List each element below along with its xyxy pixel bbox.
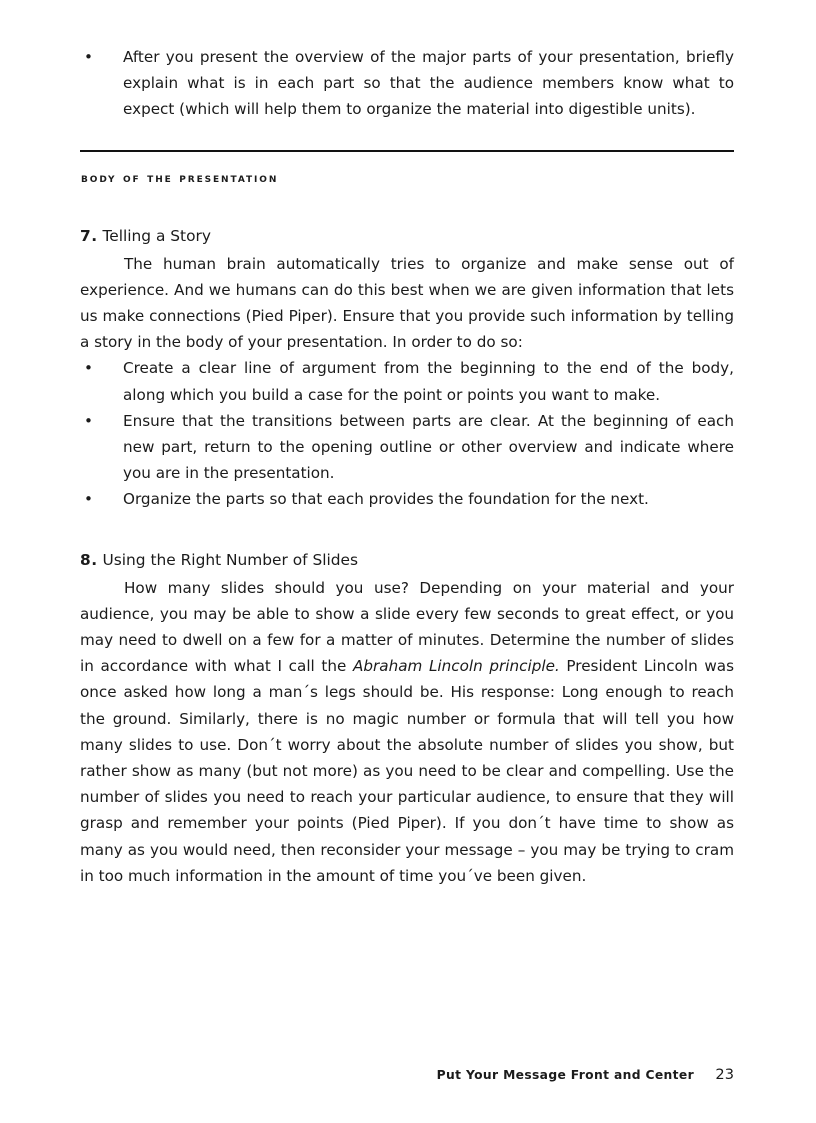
paragraph-8-part-before: How many slides should you use? Depending on your material and your audience, you may be able to show a slide every few seconds to great effect, or you may need to dwell on a few for a matter of minutes. Determine the number of slides in accordance with what I call the — [80, 578, 734, 676]
subsection-title-text: Telling a Story — [102, 226, 211, 245]
list-item-text: Organize the parts so that each provides the foundation for the next. — [123, 490, 649, 509]
page-content — [80, 44, 734, 889]
section-divider — [80, 150, 734, 152]
paragraph-7: The human brain automatically tries to organize and make sense out of experience. And we humans can do this best when we are given information that lets us make connections (Pied Piper). Ensure that you provide such information by telling a story in the body of your presentation. In order to do so: — [80, 254, 734, 352]
section-heading: body of the presentation — [81, 170, 279, 186]
bullet-icon: • — [84, 48, 93, 66]
list-item-text: Create a clear line of argument from the beginning to the end of the body, along which you build a case for the point or points you want to make. — [123, 359, 734, 404]
list-item — [80, 408, 734, 487]
subsection-number: 8. — [80, 550, 98, 569]
page-number: 23 — [715, 1066, 734, 1083]
paragraph-8 — [80, 575, 734, 889]
subsection-heading-7 — [80, 224, 734, 248]
top-bullet-list — [80, 44, 734, 123]
list-item — [80, 355, 734, 407]
subsection-7-bullet-list — [80, 355, 734, 512]
list-item — [80, 486, 734, 512]
bullet-icon: • — [84, 411, 93, 430]
subsection-number: 7. — [80, 226, 98, 245]
subsection-title-text: Using the Right Number of Slides — [102, 550, 359, 569]
page-footer — [80, 1066, 734, 1088]
list-item-text: After you present the overview of the major parts of your presentation, briefly explain what is in each part so that the audience members know what to expect (which will help them to organize the material into digestible units). — [123, 48, 734, 119]
paragraph-8-part-after: President Lincoln was once asked how long a man´s legs should be. His response: Long enough to reach the ground. Similarly, there is no magic number or formula that will tell you how many slides to use. Don´t worry about the absolute number of slides you show, but rather show as many (but not more) as you need to be clear and compelling. Use the number of slides you need to reach your particular audience, to ensure that they will grasp and remember your points (Pied Piper). If you don´t have time to show as many as you would need, then reconsider your message – you may be trying to cram in too much information in the amount of time you´ve been given. — [80, 657, 734, 885]
bullet-icon: • — [84, 359, 93, 378]
running-head: Put Your Message Front and Center — [436, 1068, 694, 1082]
list-item-text: Ensure that the transitions between parts are clear. At the beginning of each new part, return to the opening outline or other overview and indicate where you are in the presentation. — [123, 411, 734, 483]
paragraph-8-italic-term: Abraham Lincoln principle. — [353, 657, 560, 676]
subsection-heading-8 — [80, 548, 734, 572]
list-item — [80, 44, 734, 123]
bullet-icon: • — [84, 490, 93, 509]
